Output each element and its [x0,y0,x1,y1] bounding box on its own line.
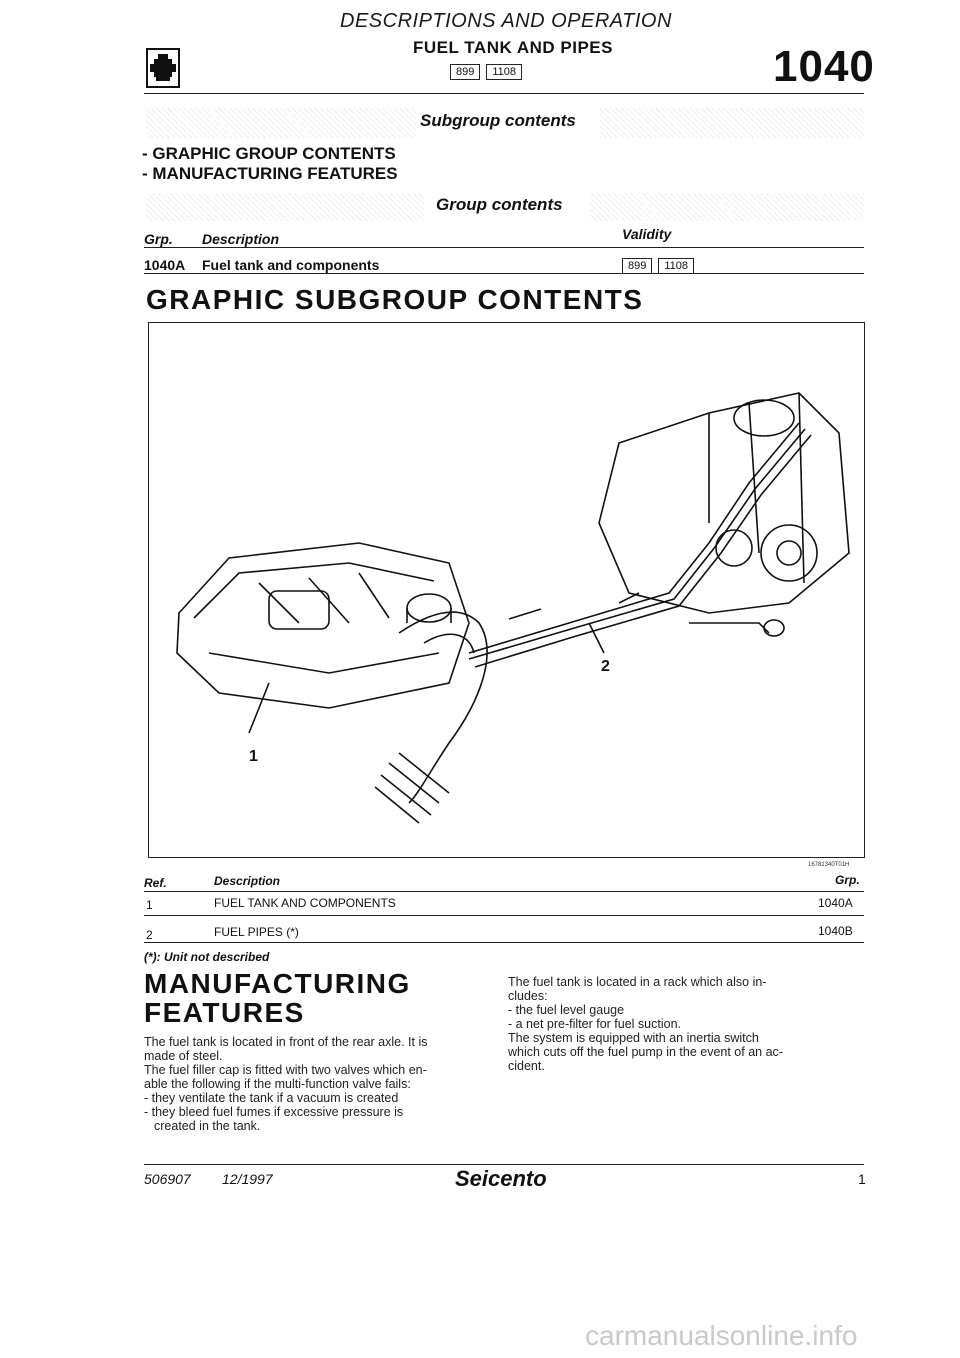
manufacturing-right-column [508,975,868,1073]
text-line: - they ventilate the tank if a vacuum is created [144,1091,399,1105]
table-cell-grp: 1040A [818,896,853,910]
col-header-grp: Grp. [144,231,173,247]
text-line: - the fuel level gauge [508,1003,625,1017]
table-cell-description: Fuel tank and components [202,257,380,273]
table-cell-grp: 1040B [818,924,853,938]
text-line: The fuel tank is located in front of the rear axle. It is [144,1035,428,1049]
code-badge: 1108 [658,258,694,274]
text-line: The system is equipped with an inertia switch [508,1031,759,1045]
manufacturing-title-line1: MANUFACTURING [144,968,411,999]
code-badge: 899 [622,258,652,274]
table-rule [144,942,864,943]
page-title: FUEL TANK AND PIPES [413,38,613,57]
text-line: The fuel tank is located in a rack which also in- [508,975,767,989]
text-line: able the following if the multi-function valve fails: [144,1077,411,1091]
table-cell-description: FUEL PIPES (*) [214,925,299,939]
text-line: - a net pre-filter for fuel suction. [508,1017,681,1031]
watermark: carmanualsonline.info [585,1320,858,1351]
list-item: - MANUFACTURING FEATURES [142,164,398,183]
text-line: cident. [508,1059,545,1073]
table-cell-ref: 2 [146,928,153,942]
text-line: cludes: [508,989,548,1003]
fuel-system-diagram [148,322,865,858]
text-line: made of steel. [144,1049,223,1063]
header-rule [144,93,864,94]
code-badge: 899 [450,64,480,80]
text-line: - they bleed fuel fumes if excessive pressure is [144,1105,404,1119]
header-codes [450,62,528,80]
table-cell-ref: 1 [146,898,153,912]
col-header-validity: Validity [622,226,672,242]
callout-1: 1 [249,748,258,765]
col-header-description: Description [214,874,281,888]
table-note: (*): Unit not described [144,950,270,964]
band-texture [146,108,416,138]
manufacturing-left-column [144,1035,494,1133]
engine-icon [146,48,180,88]
subgroup-title: Subgroup contents [420,111,576,130]
manufacturing-title-line2: FEATURES [144,997,305,1028]
band-texture [590,193,864,221]
text-line: created in the tank. [154,1119,261,1133]
subgroup-list [142,144,398,184]
brand-logo: Seicento [455,1166,547,1191]
doc-date: 12/1997 [222,1171,273,1187]
graphic-section-title: GRAPHIC SUBGROUP CONTENTS [146,284,644,315]
band-texture [600,108,864,138]
table-rule [144,891,864,892]
table-rule [144,915,864,916]
group-contents-title: Group contents [436,195,563,214]
diagram-drawing [149,323,863,856]
validity-codes [622,256,700,274]
text-line: which cuts off the fuel pump in the event of an ac- [508,1045,783,1059]
callout-2: 2 [601,658,610,675]
col-header-description: Description [202,231,280,247]
list-item: - GRAPHIC GROUP CONTENTS [142,144,396,163]
table-rule [144,247,864,248]
group-number: 1040 [773,42,875,91]
code-badge: 1108 [486,64,522,80]
text-line: The fuel filler cap is fitted with two valves which en- [144,1063,427,1077]
page-number: 1 [858,1171,866,1187]
section-supertitle: DESCRIPTIONS AND OPERATION [340,10,672,32]
footer-rule [144,1164,864,1165]
table-cell-description: FUEL TANK AND COMPONENTS [214,896,396,910]
band-texture [146,193,424,221]
col-header-ref: Ref. [144,876,167,890]
doc-number: 506907 [144,1171,191,1187]
figure-code: 16781340T01H [808,862,850,868]
col-header-grp: Grp. [835,873,860,887]
table-rule [144,273,864,274]
table-cell-grp: 1040A [144,257,186,273]
